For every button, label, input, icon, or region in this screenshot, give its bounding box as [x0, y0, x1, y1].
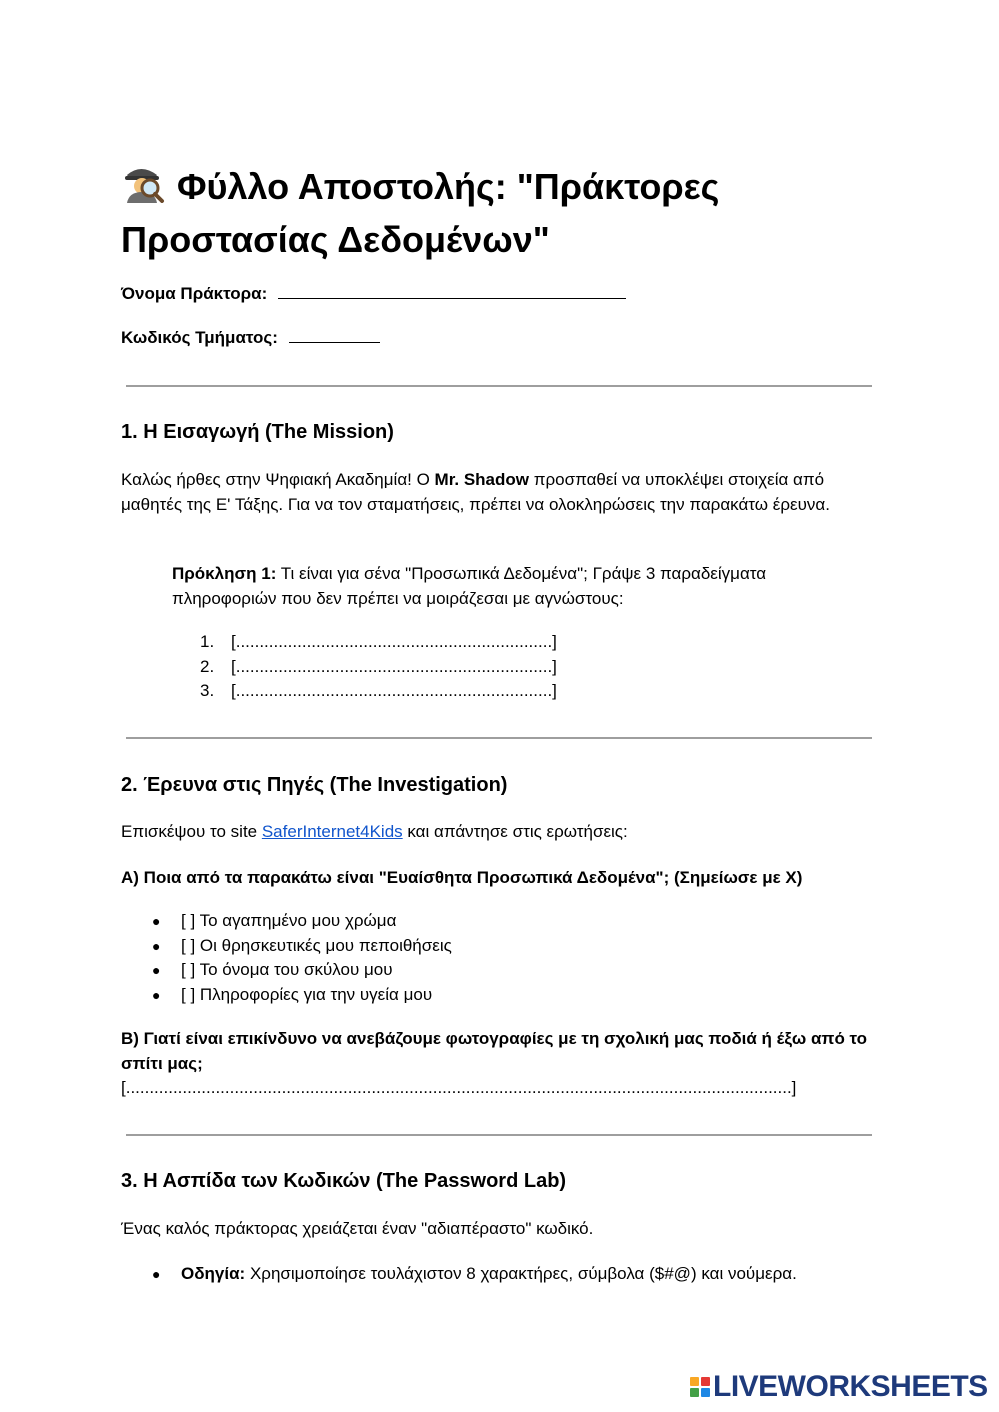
item-number: 3.	[200, 681, 215, 700]
section2-heading: 2. Έρευνα στις Πηγές (The Investigation)	[121, 774, 508, 796]
section3-intro: Ένας καλός πράκτορας χρειάζεται έναν "αδιαπέραστο" κωδικό.	[121, 1219, 594, 1238]
option-text: [ ] Οι θρησκευτικές μου πεποιθήσεις	[181, 935, 452, 955]
section3-heading: 3. Η Ασπίδα των Κωδικών (The Password Lab)	[121, 1170, 567, 1192]
section1-intro	[121, 468, 871, 517]
challenge-1	[172, 562, 872, 611]
saferinternet-link[interactable]: SaferInternet4Kids	[261, 822, 403, 841]
answer-blank[interactable]: [...................................................................]	[231, 632, 557, 651]
liveworksheets-logo	[690, 1372, 988, 1402]
bullet-icon: ●	[152, 937, 161, 954]
item-number: 1.	[200, 632, 215, 651]
challenge-text: Τι είναι για σένα "Προσωπικά Δεδομένα"; Γράψε 3 παραδείγματα πληροφοριών που δεν πρέπει να μοιράζεσαι με αγνώστους:	[172, 564, 767, 608]
bullet-icon: ●	[152, 1266, 161, 1282]
bullet-icon: ●	[152, 913, 161, 929]
brand-text: LIVEWORKSHEETS	[713, 1370, 988, 1403]
logo-mark-icon	[690, 1377, 710, 1397]
answer-list	[200, 630, 557, 704]
logo-square	[690, 1388, 699, 1397]
title-text: Φύλλο Αποστολής: "Πράκτορες Προστασίας Δεδομένων"	[121, 166, 720, 260]
section1-heading: 1. Η Εισαγωγή (The Mission)	[121, 421, 394, 443]
class-code-input-line[interactable]	[289, 328, 380, 343]
option-text: [ ] Το όνομα του σκύλου μου	[181, 960, 393, 979]
visit-text-start: Επισκέψου το site	[121, 822, 262, 841]
list-item[interactable]	[152, 909, 452, 934]
list-item[interactable]	[200, 679, 557, 704]
agent-name-field	[121, 284, 626, 304]
list-item[interactable]	[200, 655, 557, 680]
challenge-label: Πρόκληση 1:	[172, 564, 277, 583]
option-text: [ ] Πληροφορίες για την υγεία μου	[181, 984, 433, 1004]
class-code-label: Κωδικός Τμήματος:	[121, 328, 278, 347]
agent-name-input-line[interactable]	[278, 284, 626, 299]
list-item[interactable]	[152, 958, 452, 983]
detective-icon	[121, 161, 165, 201]
logo-square	[701, 1388, 710, 1397]
item-number: 2.	[200, 656, 215, 676]
list-item[interactable]	[152, 934, 452, 959]
divider	[126, 1134, 872, 1136]
answer-blank[interactable]: [...................................................................]	[231, 656, 557, 676]
list-item[interactable]	[152, 983, 452, 1008]
page-title	[121, 160, 881, 266]
agent-name-label: Όνομα Πράκτορα:	[121, 284, 268, 303]
option-text: [ ] Το αγαπημένο μου χρώμα	[181, 911, 397, 930]
instruction-list	[152, 1262, 797, 1287]
answer-b-blank[interactable]: [.............................................................................................................................................]	[121, 1078, 797, 1097]
list-item	[152, 1262, 797, 1287]
intro-text-start: Καλώς ήρθες στην Ψηφιακή Ακαδημία! Ο	[121, 470, 435, 489]
bullet-icon: ●	[152, 962, 161, 978]
divider	[126, 385, 872, 387]
list-item[interactable]	[200, 630, 557, 655]
answer-blank[interactable]: [...................................................................]	[231, 681, 557, 700]
divider	[126, 737, 872, 739]
question-b: Β) Γιατί είναι επικίνδυνο να ανεβάζουμε φωτογραφίες με τη σχολική μας ποδιά ή έξω από το σπίτι μας;	[121, 1029, 868, 1073]
logo-square	[690, 1377, 699, 1386]
bullet-icon: ●	[152, 986, 161, 1003]
visit-instruction	[121, 820, 871, 845]
intro-text-end: προσπαθεί να υποκλέψει στοιχεία από μαθητές της Ε' Τάξης. Για να τον σταματήσεις, πρέπει να ολοκληρώσεις την παρακάτω έρευνα.	[121, 470, 830, 514]
instruction-text: Χρησιμοποίησε τουλάχιστον 8 χαρακτήρες, σύμβολα ($#@) και νούμερα.	[245, 1264, 797, 1283]
logo-square	[701, 1377, 710, 1386]
class-code-field	[121, 328, 380, 348]
visit-text-end: και απάντησε στις ερωτήσεις:	[402, 822, 628, 841]
options-list	[152, 909, 452, 1007]
instruction-label: Οδηγία:	[181, 1264, 246, 1283]
question-a: Α) Ποια από τα παρακάτω είναι "Ευαίσθητα Προσωπικά Δεδομένα"; (Σημείωσε με Χ)	[121, 868, 803, 887]
mr-shadow-name: Mr. Shadow	[434, 470, 530, 489]
